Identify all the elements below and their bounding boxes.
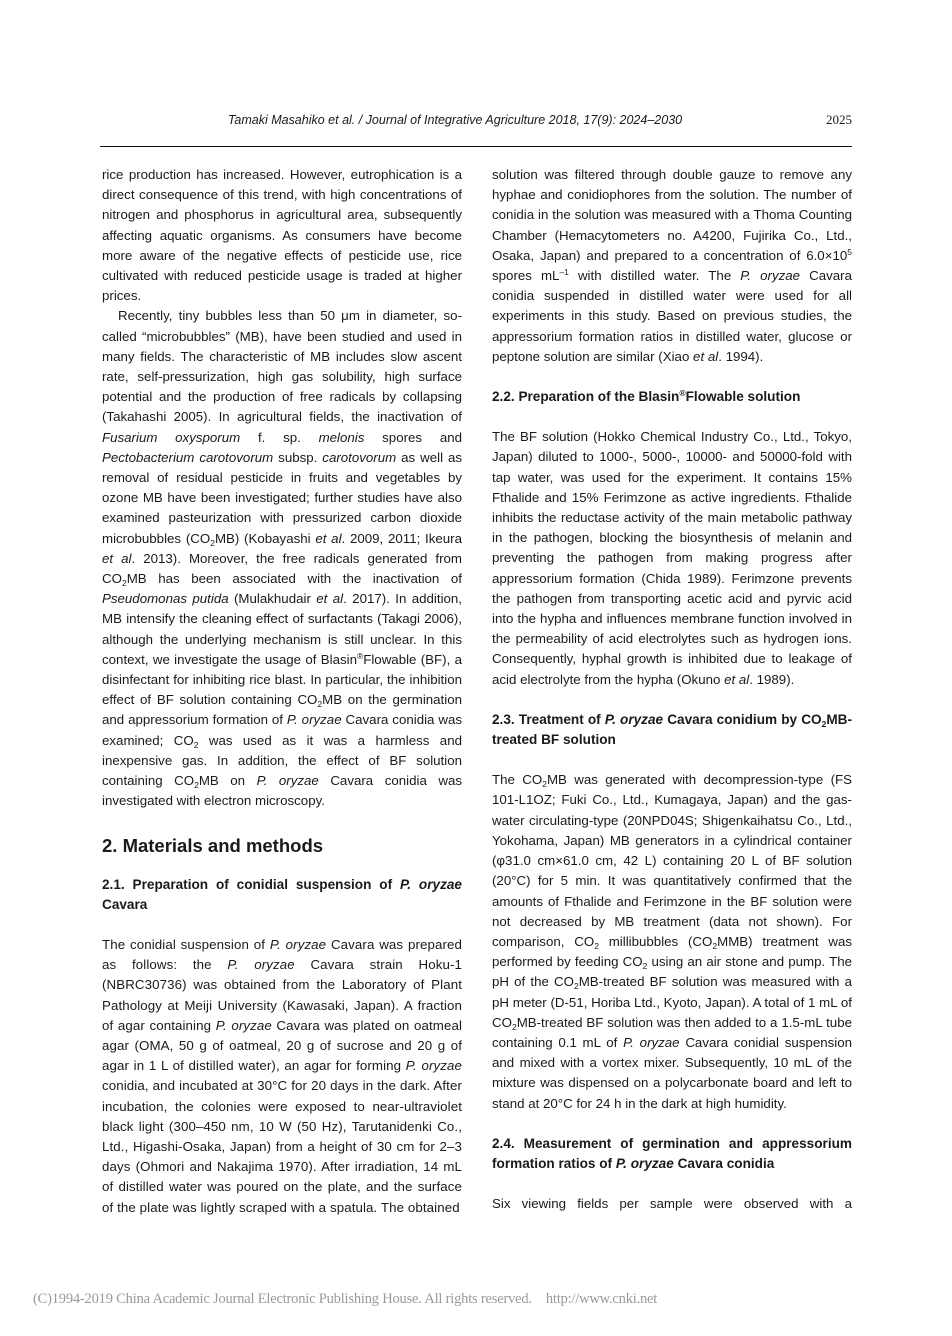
cnki-link[interactable]: http://www.cnki.net <box>545 1291 658 1307</box>
copyright-text: (C)1994-2019 China Academic Journal Electronic Publishing House. All rights reserved. <box>33 1291 532 1307</box>
paragraph-conidial-suspension: The conidial suspension of P. oryzae Cavara was prepared as follows: the P. oryzae Cavara strain Hoku-1 (NBRC30736) was obtained from the Laboratory of Plant Pathology at Meiji University (Kawasaki, Japan). A fraction of agar containing P. oryzae Cavara was plated on oatmeal agar (OMA, 50 g of oatmeal, 20 g of sucrose and 20 g of agar in 1 L of distilled water), an agar for forming P. oryzae conidia, and incubated at 30°C for 20 days in the dark. After incubation, the colonies were exposed to near-ultraviolet black light (300–450 nm, 10 W (50 Hz), Tarutanidenki Co., Ltd., Higashi-Osaka, Japan) from a height of 30 cm for 2–3 days (Ohmori and Nakajima 1970). After irradiation, 14 mL of distilled water was poured on the plate, and the surface of the plate was lightly scraped with a spatula. The obtained <box>102 936 462 1215</box>
section-heading-materials-methods: 2. Materials and methods <box>102 834 324 856</box>
subsection-heading-2-2: 2.2. Preparation of the Blasin®Flowable solution <box>492 388 801 405</box>
right-column <box>492 165 852 1214</box>
paragraph-co2mb-treatment: The $CO_2MB$ was generated with decompression-type (FS 101-L1OZ; Fuki Co., Ltd., Kumagaya, Japan) and the gas-water circulating-type (20NPD04S; Shigenkaihatsu Co., Ltd., Yokohama, Japan) MB generators in a cylindrical container (φ31.0 cm×61.0 cm, 42 L) containing 20 L of BF solution (20°C) for 5 min. It was quantitatively confirmed that the amounts of Fthalide and Ferimzone in the BF solution were not decreased by MB treatment (data not shown). For comparison, $CO_2$ millibubbles $(CO_2MMB)$ treatment was performed by feeding $CO_2$ using an air stone and pump. The pH of the $CO_2MB$-treated BF solution was measured with a pH meter (D-51, Horiba Ltd., Kyoto, Japan). A total of 1 mL of $CO_2MB$-treated BF solution was then added to a 1.5-mL tube containing 0.1 mL of P. oryzae Cavara conidial suspension and mixed with a vortex mixer. Subsequently, 10 mL of the mixture was dispensed on a polycarbonate board and left to stand at 20°C for 24 h in the dark at high humidity. <box>492 772 853 1111</box>
subsection-heading-2-4: 2.4. Measurement of germination and appressorium formation ratios of P. oryzae Cavara conidia <box>492 1135 852 1171</box>
subsection-heading-2-3: 2.3. Treatment of P. oryzae Cavara conidium by $CO_2MB$-treated BF solution <box>492 711 852 748</box>
subsection-heading-2-1: 2.1. Preparation of conidial suspension of P. oryzae Cavara <box>102 876 462 912</box>
running-head <box>100 110 852 130</box>
page-number: 2025 <box>826 112 852 127</box>
paragraph-intro-continued: rice production has increased. However, eutrophication is a direct consequence of this trend, with high concentrations of nitrogen and phosphorus in agricultural area, subsequently affecting aquatic organisms. As consumers have become more aware of the negative effects of pesticide use, rice cultivated with reduced pesticide usage is traded at higher prices. <box>102 167 462 304</box>
left-column <box>102 165 462 1218</box>
paragraph-bf-solution: The BF solution (Hokko Chemical Industry Co., Ltd., Tokyo, Japan) diluted to 1000-, 5000-, 10000- and 50000-fold with tap water, was used for the experiment. It contains 15% Fthalide and 15% Ferimzone as active ingredients. Fthalide inhibits the reductase activity of the main metabolic pathway in the pathogen, blocking the biosynthesis of melanin and preventing the pathogen from making progress after appressorium formation (Chida 1989). Ferimzone prevents the pathogen from transporting acetic acid and pyrvic acid into the hypha and influences membrane function involved in the permeability of acid electrolytes such as hydrogen ions. Consequently, hyphal growth is inhibited due to leakage of acid electrolyte from the hypha (Okuno et al. 1989). <box>492 429 852 687</box>
copyright-footer <box>33 1291 657 1308</box>
header-rule <box>100 146 852 147</box>
paragraph-filtration: solution was filtered through double gauze to remove any hyphae and conidiophores from the solution. The number of conidia in the solution was measured with a Thoma Counting Chamber (Hemacytometers no. A4200, Fujirika Co., Ltd., Osaka, Japan) and prepared to a concentration of $6.0\times 10^5$ spores $mL^{-1}$ with distilled water. The P. oryzae Cavara conidia suspended in distilled water were used for all experiments in this study. Based on previous studies, the appressorium formation ratios in distilled water, glucose or peptone solution are similar (Xiao et al. 1994). <box>492 167 852 364</box>
paragraph-microbubbles: Recently, tiny bubbles less than 50 μm in diameter, so-called “microbubbles” (MB), have been studied and used in many fields. The characteristic of MB includes slow ascent rate, self-pressurization, high gas solubility, high surface potential and the production of free radicals by collapsing (Takahashi 2005). In agricultural fields, the inactivation of Fusarium oxysporum f. sp. melonis spores and Pectobacterium carotovorum subsp. carotovorum as well as removal of residual pesticide in fruits and vegetables by ozone MB have been investigated; further studies have also examined pasteurization with pressurized carbon dioxide microbubbles $(CO_2MB)$ (Kobayashi et al. 2009, 2011; Ikeura et al. 2013). Moreover, the free radicals generated from $CO_2MB$ has been associated with the inactivation of Pseudomonas putida (Mulakhudair et al. 2017). In addition, MB intensify the cleaning effect of surfactants (Takagi 2006), although the underlying mechanism is still unclear. In this context, we investigate the usage of Blasin®Flowable (BF), a disinfectant for inhibiting rice blast. In particular, the inhibition effect of BF solution containing $CO_2MB$ on the germination and appressorium formation of P. oryzae Cavara conidia was examined; $CO_2$ was used as it was a harmless and inexpensive gas. In addition, the effect of BF solution containing $CO_2MB$ on P. oryzae Cavara conidia was investigated with electron microscopy. <box>102 308 463 809</box>
paragraph-measurement: Six viewing fields per sample were observed with a <box>492 1196 852 1212</box>
journal-citation: Tamaki Masahiko et al. / Journal of Integrative Agriculture 2018, 17(9): 2024–2030 <box>227 113 683 127</box>
